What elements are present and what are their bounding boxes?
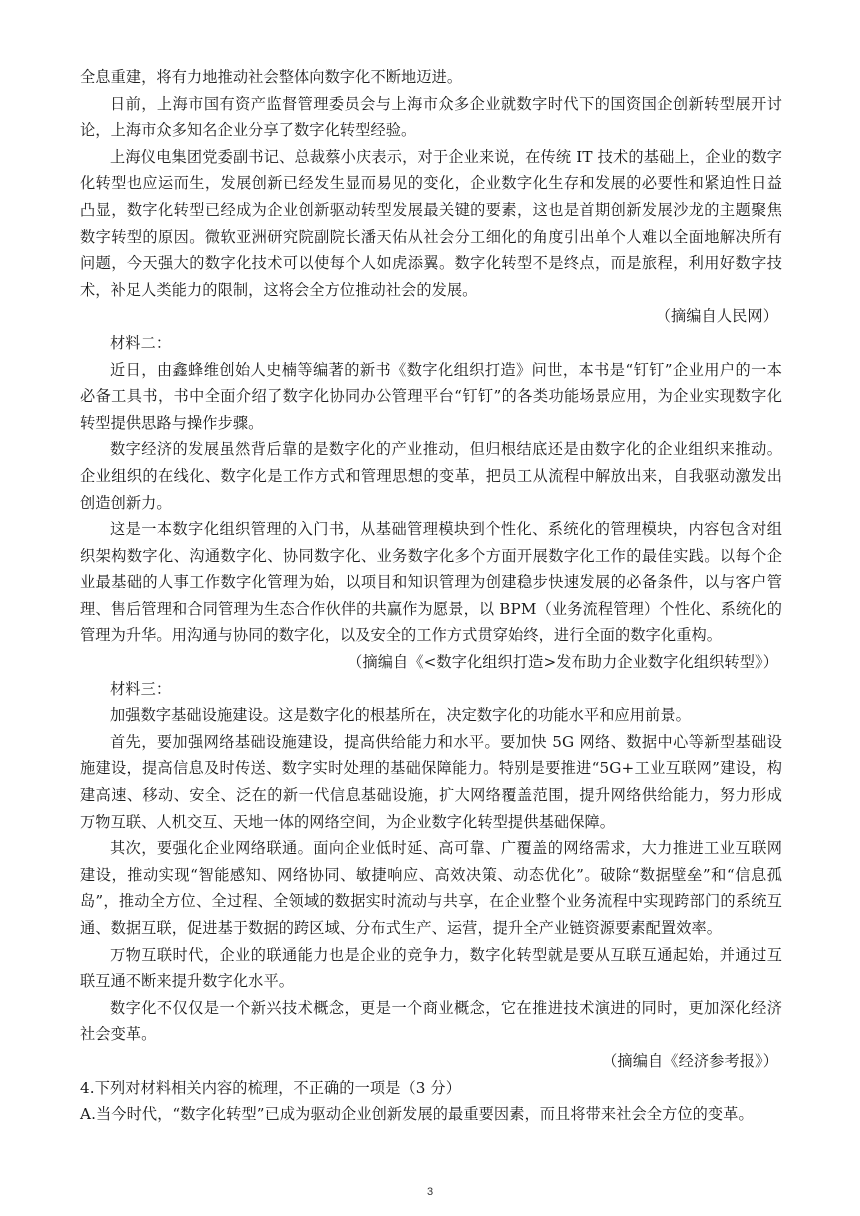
paragraph: 首先，要加强网络基础设施建设，提高供给能力和水平。要加快 5G 网络、数据中心等新型基础设施建设，提高信息及时传送、数字实时处理的基础保障能力。特别是要推进“5G+工业互联网”建设，构建高速、移动、安全、泛在的新一代信息基础设施，扩大网络覆盖范围，提升网络供给能力，努力形成万物互联、人机交互、天地一体的网络空间，为企业数字化转型提供基础保障。 xyxy=(80,732,782,831)
paragraph: 日前，上海市国有资产监督管理委员会与上海市众多企业就数字时代下的国资国企创新转型展开讨论，上海市众多知名企业分享了数字化转型经验。 xyxy=(80,94,782,140)
source-citation: （摘编自《经济参考报》） xyxy=(602,1051,778,1070)
document-page xyxy=(80,64,782,1128)
paragraph: 加强数字基础设施建设。这是数字化的根基所在，决定数字化的功能水平和应用前景。 xyxy=(110,706,691,725)
source-citation: （摘编自《<数字化组织打造>发布助力企业数字化组织转型》） xyxy=(347,653,778,672)
paragraph: 全息重建，将有力地推动社会整体向数字化不断地迈进。 xyxy=(80,68,463,86)
paragraph: 上海仪电集团党委副书记、总裁蔡小庆表示，对于企业来说，在传统 IT 技术的基础上，企业的数字化转型也应运而生，发展创新已经发生显而易见的变化，企业数字化生存和发展的必要性和紧迫性日益凸显，数字化转型已经成为企业创新驱动转型发展最关键的要素，这也是首期创新发展沙龙的主题聚焦数字转型的原因。微软亚洲研究院副院长潘天佑从社会分工细化的角度引出单个人难以全面地解决所有问题，今天强大的数字化技术可以使每个人如虎添翼。数字化转型不是终点，而是旅程，利用好数字技术，补足人类能力的限制，这将会全方位推动社会的发展。 xyxy=(80,147,782,299)
paragraph: 这是一本数字化组织管理的入门书，从基础管理模块到个性化、系统化的管理模块，内容包含对组织架构数字化、沟通数字化、协同数字化、业务数字化多个方面开展数字化工作的最佳实践。以每个企业最基础的人事工作数字化管理为始，以项目和知识管理为创建稳步快速发展的必备条件，以与客户管理、售后管理和合同管理为生态合作伙伴的共赢作为愿景，以 BPM（业务流程管理）个性化、系统化的管理为升华。用沟通与协同的数字化，以及安全的工作方式贯穿始终，进行全面的数字化重构。 xyxy=(80,520,782,645)
material-heading: 材料三： xyxy=(110,679,172,698)
paragraph: 万物互联时代，企业的联通能力也是企业的竞争力，数字化转型就是要从互联互通起始，并通过互联互通不断来提升数字化水平。 xyxy=(80,945,782,991)
source-citation: （摘编自人民网） xyxy=(655,307,778,326)
paragraph: 其次，要强化企业网络联通。面向企业低时延、高可靠、广覆盖的网络需求，大力推进工业互联网建设，推动实现“智能感知、网络协同、敏捷响应、高效决策、动态优化”。破除“数据壁垒”和“信息孤岛”，推动全方位、全过程、全领域的数据实时流动与共享，在企业整个业务流程中实现跨部门的系统互通、数据互联，促进基于数据的跨区域、分布式生产、运营，提升全产业链资源要素配置效率。 xyxy=(80,839,782,937)
paragraph: 数字化不仅仅是一个新兴技术概念，更是一个商业概念，它在推进技术演进的同时，更加深化经济社会变革。 xyxy=(80,998,782,1044)
paragraph: 数字经济的发展虽然背后靠的是数字化的产业推动，但归根结底还是由数字化的企业组织来推动。企业组织的在线化、数字化是工作方式和管理思想的变革，把员工从流程中解放出来，自我驱动激发出创造创新力。 xyxy=(80,440,782,512)
paragraph: 近日，由鑫蜂维创始人史楠等编著的新书《数字化组织打造》问世，本书是“钉钉”企业用户的一本必备工具书，书中全面介绍了数字化协同办公管理平台“钉钉”的各类功能场景应用，为企业实现数字化转型提供思路与操作步骤。 xyxy=(80,360,782,432)
question-text: A.当今时代，“数字化转型”已成为驱动企业创新发展的最重要因素，而且将带来社会全方位的变革。 xyxy=(80,1105,754,1124)
page-number: 3 xyxy=(426,1186,434,1198)
question-text: 4.下列对材料相关内容的梳理，不正确的一项是（3 分） xyxy=(80,1078,461,1097)
material-heading: 材料二： xyxy=(110,333,172,352)
